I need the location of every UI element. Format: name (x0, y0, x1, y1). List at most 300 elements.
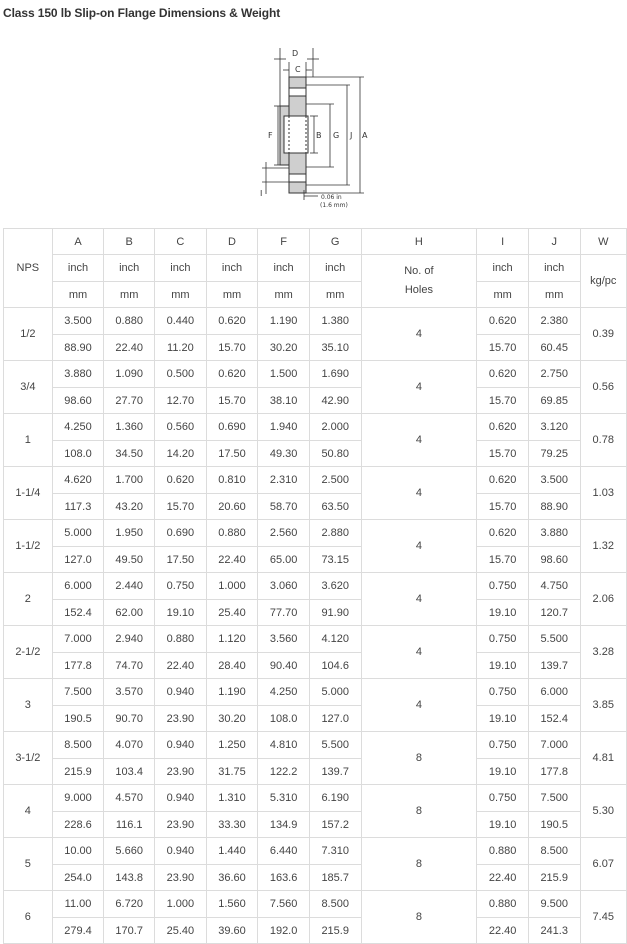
header-unit-inch: inch (477, 255, 529, 282)
value-j-mm-cell: 120.7 (528, 600, 580, 626)
value-mm-cell: 157.2 (309, 812, 361, 838)
value-inch-cell: 2.880 (309, 520, 361, 547)
value-mm-cell: 152.4 (52, 600, 104, 626)
nps-cell: 3 (4, 679, 53, 732)
value-inch-cell: 5.660 (104, 838, 155, 865)
value-mm-cell: 23.90 (155, 812, 207, 838)
value-inch-cell: 7.310 (309, 838, 361, 865)
value-inch-cell: 3.500 (52, 308, 104, 335)
value-inch-cell: 1.190 (258, 308, 310, 335)
nps-cell: 1/2 (4, 308, 53, 361)
value-inch-cell: 3.570 (104, 679, 155, 706)
header-unit-inch: inch (206, 255, 258, 282)
value-inch-cell: 1.000 (155, 891, 207, 918)
header-row-letters (4, 229, 627, 255)
table-row (4, 706, 627, 732)
value-j-inch-cell: 2.380 (528, 308, 580, 335)
value-mm-cell: 14.20 (155, 441, 207, 467)
diagram-label-j: J (350, 131, 353, 140)
value-mm-cell: 91.90 (309, 600, 361, 626)
value-i-mm-cell: 22.40 (477, 918, 529, 944)
table-row (4, 785, 627, 812)
value-mm-cell: 177.8 (52, 653, 104, 679)
value-mm-cell: 63.50 (309, 494, 361, 520)
value-inch-cell: 4.810 (258, 732, 310, 759)
header-col-f: F (258, 229, 310, 255)
value-inch-cell: 1.440 (206, 838, 258, 865)
nps-cell: 5 (4, 838, 53, 891)
value-mm-cell: 170.7 (104, 918, 155, 944)
value-mm-cell: 39.60 (206, 918, 258, 944)
value-mm-cell: 23.90 (155, 759, 207, 785)
value-inch-cell: 5.500 (309, 732, 361, 759)
weight-cell: 3.85 (580, 679, 626, 732)
table-row (4, 918, 627, 944)
value-i-mm-cell: 15.70 (477, 335, 529, 361)
value-mm-cell: 23.90 (155, 706, 207, 732)
diagram-label-b: B (316, 131, 322, 140)
value-mm-cell: 22.40 (104, 335, 155, 361)
header-unit-inch: inch (52, 255, 104, 282)
value-i-mm-cell: 19.10 (477, 706, 529, 732)
value-i-mm-cell: 19.10 (477, 759, 529, 785)
header-col-i: I (477, 229, 529, 255)
value-inch-cell: 11.00 (52, 891, 104, 918)
value-i-inch-cell: 0.620 (477, 467, 529, 494)
table-row (4, 441, 627, 467)
value-mm-cell: 127.0 (309, 706, 361, 732)
value-mm-cell: 22.40 (206, 547, 258, 573)
value-j-inch-cell: 4.750 (528, 573, 580, 600)
holes-cell: 8 (361, 838, 477, 891)
header-unit-mm: mm (52, 282, 104, 308)
table-row (4, 865, 627, 891)
table-row (4, 361, 627, 388)
value-mm-cell: 20.60 (206, 494, 258, 520)
value-j-inch-cell: 2.750 (528, 361, 580, 388)
header-unit-inch: inch (104, 255, 155, 282)
value-inch-cell: 0.560 (155, 414, 207, 441)
value-j-mm-cell: 215.9 (528, 865, 580, 891)
value-mm-cell: 228.6 (52, 812, 104, 838)
value-j-mm-cell: 152.4 (528, 706, 580, 732)
value-mm-cell: 139.7 (309, 759, 361, 785)
value-j-mm-cell: 60.45 (528, 335, 580, 361)
holes-cell: 4 (361, 573, 477, 626)
value-mm-cell: 19.10 (155, 600, 207, 626)
diagram-label-c: C (295, 65, 301, 74)
value-i-inch-cell: 0.620 (477, 308, 529, 335)
value-inch-cell: 0.940 (155, 679, 207, 706)
value-inch-cell: 6.720 (104, 891, 155, 918)
value-j-mm-cell: 98.60 (528, 547, 580, 573)
value-mm-cell: 90.70 (104, 706, 155, 732)
weight-cell: 4.81 (580, 732, 626, 785)
value-inch-cell: 4.070 (104, 732, 155, 759)
value-mm-cell: 190.5 (52, 706, 104, 732)
weight-cell: 0.39 (580, 308, 626, 361)
value-inch-cell: 4.250 (52, 414, 104, 441)
value-mm-cell: 192.0 (258, 918, 310, 944)
value-i-mm-cell: 15.70 (477, 388, 529, 414)
header-unit-mm: mm (258, 282, 310, 308)
diagram-label-a: A (362, 131, 368, 140)
value-inch-cell: 4.620 (52, 467, 104, 494)
weight-cell: 3.28 (580, 626, 626, 679)
header-col-c: C (155, 229, 207, 255)
value-mm-cell: 58.70 (258, 494, 310, 520)
value-j-mm-cell: 241.3 (528, 918, 580, 944)
value-i-mm-cell: 15.70 (477, 494, 529, 520)
value-inch-cell: 1.940 (258, 414, 310, 441)
value-inch-cell: 8.500 (52, 732, 104, 759)
value-inch-cell: 6.000 (52, 573, 104, 600)
table-row (4, 494, 627, 520)
value-i-mm-cell: 19.10 (477, 600, 529, 626)
value-i-inch-cell: 0.620 (477, 414, 529, 441)
table-row (4, 838, 627, 865)
value-mm-cell: 185.7 (309, 865, 361, 891)
header-unit-mm: mm (528, 282, 580, 308)
value-i-mm-cell: 22.40 (477, 865, 529, 891)
value-j-inch-cell: 7.000 (528, 732, 580, 759)
value-inch-cell: 1.950 (104, 520, 155, 547)
table-row (4, 520, 627, 547)
value-inch-cell: 1.700 (104, 467, 155, 494)
value-mm-cell: 17.50 (206, 441, 258, 467)
holes-cell: 4 (361, 467, 477, 520)
header-col-g: G (309, 229, 361, 255)
value-i-inch-cell: 0.620 (477, 520, 529, 547)
value-inch-cell: 3.880 (52, 361, 104, 388)
value-inch-cell: 6.190 (309, 785, 361, 812)
value-inch-cell: 0.880 (155, 626, 207, 653)
value-j-mm-cell: 177.8 (528, 759, 580, 785)
dimensions-table (3, 228, 627, 944)
value-mm-cell: 134.9 (258, 812, 310, 838)
header-holes-line1: No. of (404, 265, 434, 277)
value-inch-cell: 7.500 (52, 679, 104, 706)
value-mm-cell: 117.3 (52, 494, 104, 520)
value-j-mm-cell: 190.5 (528, 812, 580, 838)
value-mm-cell: 215.9 (52, 759, 104, 785)
value-j-mm-cell: 79.25 (528, 441, 580, 467)
table-row (4, 573, 627, 600)
value-mm-cell: 30.20 (258, 335, 310, 361)
value-inch-cell: 4.120 (309, 626, 361, 653)
header-unit-mm: mm (155, 282, 207, 308)
nps-cell: 1-1/2 (4, 520, 53, 573)
diagram-label-f: F (268, 131, 273, 140)
value-inch-cell: 1.500 (258, 361, 310, 388)
header-unit-inch: inch (309, 255, 361, 282)
value-mm-cell: 104.6 (309, 653, 361, 679)
value-inch-cell: 0.750 (155, 573, 207, 600)
header-col-b: B (104, 229, 155, 255)
table-row (4, 626, 627, 653)
value-mm-cell: 98.60 (52, 388, 104, 414)
weight-cell: 0.56 (580, 361, 626, 414)
diagram-label-i: I (260, 189, 263, 198)
value-i-mm-cell: 15.70 (477, 441, 529, 467)
value-mm-cell: 62.00 (104, 600, 155, 626)
table-row (4, 891, 627, 918)
value-mm-cell: 74.70 (104, 653, 155, 679)
nps-cell: 6 (4, 891, 53, 944)
value-j-inch-cell: 3.500 (528, 467, 580, 494)
value-inch-cell: 0.940 (155, 785, 207, 812)
nps-cell: 1 (4, 414, 53, 467)
header-col-w: W (580, 229, 626, 255)
value-mm-cell: 143.8 (104, 865, 155, 891)
value-mm-cell: 65.00 (258, 547, 310, 573)
holes-cell: 8 (361, 732, 477, 785)
value-inch-cell: 1.000 (206, 573, 258, 600)
weight-cell: 1.03 (580, 467, 626, 520)
flange-section (280, 77, 308, 193)
value-mm-cell: 77.70 (258, 600, 310, 626)
value-mm-cell: 127.0 (52, 547, 104, 573)
value-mm-cell: 43.20 (104, 494, 155, 520)
weight-cell: 7.45 (580, 891, 626, 944)
value-inch-cell: 5.000 (309, 679, 361, 706)
holes-cell: 4 (361, 679, 477, 732)
value-mm-cell: 34.50 (104, 441, 155, 467)
value-inch-cell: 2.000 (309, 414, 361, 441)
value-mm-cell: 11.20 (155, 335, 207, 361)
header-col-h: H (361, 229, 477, 255)
diagram-label-gap-inch: 0.06 in (321, 194, 342, 201)
flange-diagram (0, 0, 627, 225)
value-i-mm-cell: 19.10 (477, 812, 529, 838)
value-i-inch-cell: 0.880 (477, 838, 529, 865)
value-inch-cell: 1.310 (206, 785, 258, 812)
weight-cell: 6.07 (580, 838, 626, 891)
value-inch-cell: 9.000 (52, 785, 104, 812)
value-i-inch-cell: 0.620 (477, 361, 529, 388)
value-inch-cell: 2.940 (104, 626, 155, 653)
value-inch-cell: 0.620 (206, 308, 258, 335)
value-mm-cell: 33.30 (206, 812, 258, 838)
value-inch-cell: 0.690 (206, 414, 258, 441)
header-col-a: A (52, 229, 104, 255)
value-inch-cell: 3.060 (258, 573, 310, 600)
value-inch-cell: 2.440 (104, 573, 155, 600)
header-unit-inch: inch (258, 255, 310, 282)
value-mm-cell: 38.10 (258, 388, 310, 414)
value-inch-cell: 2.310 (258, 467, 310, 494)
nps-cell: 3/4 (4, 361, 53, 414)
value-inch-cell: 0.500 (155, 361, 207, 388)
value-j-inch-cell: 6.000 (528, 679, 580, 706)
value-inch-cell: 0.620 (206, 361, 258, 388)
nps-cell: 4 (4, 785, 53, 838)
table-row (4, 600, 627, 626)
value-j-inch-cell: 8.500 (528, 838, 580, 865)
value-mm-cell: 108.0 (52, 441, 104, 467)
header-row-mm (4, 282, 627, 308)
value-j-mm-cell: 88.90 (528, 494, 580, 520)
value-inch-cell: 2.500 (309, 467, 361, 494)
table-row (4, 653, 627, 679)
value-inch-cell: 7.000 (52, 626, 104, 653)
weight-cell: 2.06 (580, 573, 626, 626)
value-mm-cell: 25.40 (155, 918, 207, 944)
value-inch-cell: 1.120 (206, 626, 258, 653)
header-unit-inch: inch (528, 255, 580, 282)
value-mm-cell: 73.15 (309, 547, 361, 573)
value-mm-cell: 163.6 (258, 865, 310, 891)
weight-cell: 0.78 (580, 414, 626, 467)
value-mm-cell: 215.9 (309, 918, 361, 944)
value-inch-cell: 3.620 (309, 573, 361, 600)
holes-cell: 4 (361, 626, 477, 679)
holes-cell: 4 (361, 520, 477, 573)
weight-cell: 5.30 (580, 785, 626, 838)
value-mm-cell: 49.30 (258, 441, 310, 467)
value-inch-cell: 0.940 (155, 838, 207, 865)
value-mm-cell: 254.0 (52, 865, 104, 891)
value-i-inch-cell: 0.880 (477, 891, 529, 918)
value-mm-cell: 25.40 (206, 600, 258, 626)
table-row (4, 308, 627, 335)
table-row (4, 679, 627, 706)
holes-cell: 8 (361, 785, 477, 838)
value-inch-cell: 3.560 (258, 626, 310, 653)
value-inch-cell: 1.360 (104, 414, 155, 441)
value-inch-cell: 0.940 (155, 732, 207, 759)
value-inch-cell: 0.620 (155, 467, 207, 494)
header-unit-inch: inch (155, 255, 207, 282)
value-mm-cell: 108.0 (258, 706, 310, 732)
value-i-mm-cell: 19.10 (477, 653, 529, 679)
nps-cell: 2 (4, 573, 53, 626)
holes-cell: 4 (361, 361, 477, 414)
value-inch-cell: 1.090 (104, 361, 155, 388)
header-unit-mm: mm (477, 282, 529, 308)
value-mm-cell: 17.50 (155, 547, 207, 573)
value-inch-cell: 0.880 (206, 520, 258, 547)
header-unit-mm: mm (206, 282, 258, 308)
table-row (4, 414, 627, 441)
weight-cell: 1.32 (580, 520, 626, 573)
value-j-inch-cell: 7.500 (528, 785, 580, 812)
value-mm-cell: 90.40 (258, 653, 310, 679)
nps-cell: 1-1/4 (4, 467, 53, 520)
value-inch-cell: 2.560 (258, 520, 310, 547)
table-row (4, 335, 627, 361)
page-title: Class 150 lb Slip-on Flange Dimensions & Weight (3, 6, 281, 20)
value-mm-cell: 28.40 (206, 653, 258, 679)
value-inch-cell: 4.570 (104, 785, 155, 812)
header-col-j: J (528, 229, 580, 255)
value-mm-cell: 88.90 (52, 335, 104, 361)
value-i-inch-cell: 0.750 (477, 679, 529, 706)
value-j-mm-cell: 139.7 (528, 653, 580, 679)
diagram-label-g: G (333, 131, 340, 140)
value-mm-cell: 12.70 (155, 388, 207, 414)
holes-cell: 4 (361, 414, 477, 467)
value-inch-cell: 0.440 (155, 308, 207, 335)
header-col-d: D (206, 229, 258, 255)
value-mm-cell: 49.50 (104, 547, 155, 573)
value-i-inch-cell: 0.750 (477, 573, 529, 600)
header-holes-line2: Holes (404, 284, 433, 296)
value-mm-cell: 30.20 (206, 706, 258, 732)
holes-cell: 4 (361, 308, 477, 361)
diagram-label-d: D (292, 49, 299, 58)
header-unit-mm: mm (309, 282, 361, 308)
value-inch-cell: 5.000 (52, 520, 104, 547)
header-holes (361, 255, 477, 308)
value-mm-cell: 116.1 (104, 812, 155, 838)
value-i-inch-cell: 0.750 (477, 626, 529, 653)
value-j-inch-cell: 9.500 (528, 891, 580, 918)
value-mm-cell: 103.4 (104, 759, 155, 785)
value-j-inch-cell: 5.500 (528, 626, 580, 653)
header-weight-unit: kg/pc (580, 255, 626, 308)
value-i-mm-cell: 15.70 (477, 547, 529, 573)
value-i-inch-cell: 0.750 (477, 785, 529, 812)
value-inch-cell: 0.810 (206, 467, 258, 494)
value-mm-cell: 35.10 (309, 335, 361, 361)
value-j-inch-cell: 3.880 (528, 520, 580, 547)
value-mm-cell: 15.70 (206, 335, 258, 361)
table-row (4, 388, 627, 414)
value-inch-cell: 5.310 (258, 785, 310, 812)
value-inch-cell: 10.00 (52, 838, 104, 865)
value-mm-cell: 27.70 (104, 388, 155, 414)
dim-line-i (262, 162, 289, 194)
value-inch-cell: 8.500 (309, 891, 361, 918)
value-mm-cell: 50.80 (309, 441, 361, 467)
value-mm-cell: 31.75 (206, 759, 258, 785)
value-mm-cell: 23.90 (155, 865, 207, 891)
header-nps: NPS (4, 229, 53, 308)
value-i-inch-cell: 0.750 (477, 732, 529, 759)
diagram-label-gap-mm: (1.6 mm) (320, 202, 348, 209)
value-inch-cell: 1.560 (206, 891, 258, 918)
nps-cell: 3-1/2 (4, 732, 53, 785)
value-inch-cell: 1.690 (309, 361, 361, 388)
value-mm-cell: 42.90 (309, 388, 361, 414)
table-row (4, 732, 627, 759)
value-j-mm-cell: 69.85 (528, 388, 580, 414)
value-inch-cell: 4.250 (258, 679, 310, 706)
header-row-inch (4, 255, 627, 282)
header-unit-mm: mm (104, 282, 155, 308)
value-inch-cell: 6.440 (258, 838, 310, 865)
dim-line-f (274, 106, 280, 165)
value-mm-cell: 15.70 (155, 494, 207, 520)
value-mm-cell: 122.2 (258, 759, 310, 785)
value-inch-cell: 1.250 (206, 732, 258, 759)
nps-cell: 2-1/2 (4, 626, 53, 679)
value-inch-cell: 0.880 (104, 308, 155, 335)
value-mm-cell: 22.40 (155, 653, 207, 679)
value-mm-cell: 15.70 (206, 388, 258, 414)
table-row (4, 467, 627, 494)
holes-cell: 8 (361, 891, 477, 944)
value-inch-cell: 1.380 (309, 308, 361, 335)
value-mm-cell: 36.60 (206, 865, 258, 891)
table-row (4, 812, 627, 838)
table-row (4, 547, 627, 573)
value-inch-cell: 1.190 (206, 679, 258, 706)
value-inch-cell: 7.560 (258, 891, 310, 918)
value-mm-cell: 279.4 (52, 918, 104, 944)
value-j-inch-cell: 3.120 (528, 414, 580, 441)
